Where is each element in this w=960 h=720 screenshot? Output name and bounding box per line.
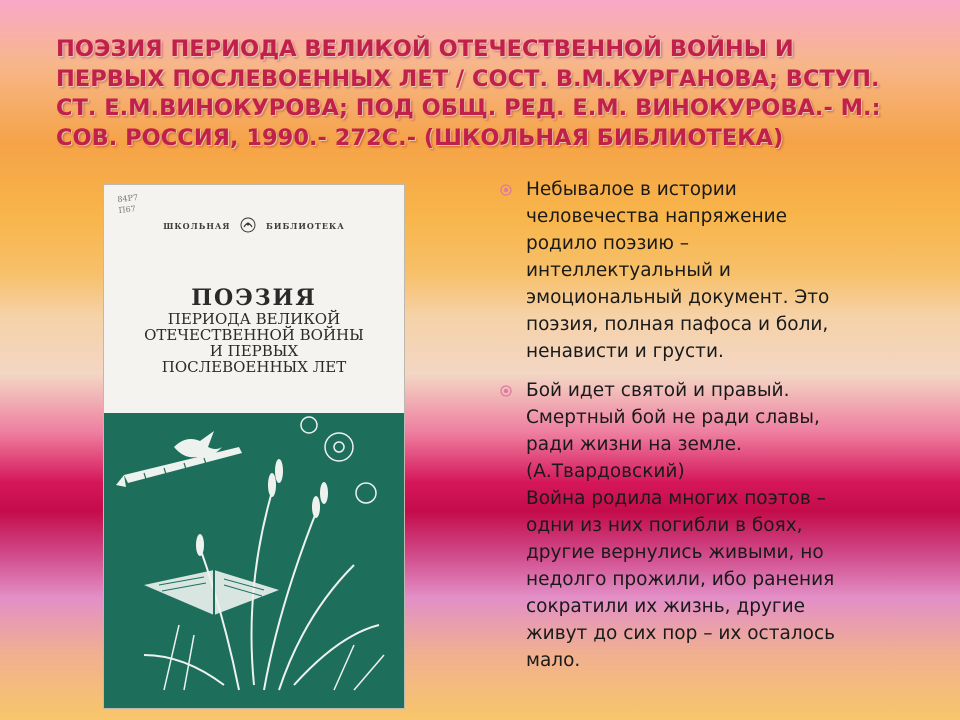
text-line: поэзия, полная пафоса и боли, — [526, 314, 829, 335]
list-item — [496, 176, 916, 365]
list-item — [496, 377, 916, 674]
cover-title-main: ПОЭЗИЯ — [191, 285, 317, 311]
text-line: эмоциональный документ. Это — [526, 287, 830, 308]
title-line: СОВ. РОССИЯ, 1990.- 272С.- (ШКОЛЬНАЯ БИБЛИОТЕКА) — [56, 124, 784, 151]
text-line: интеллектуальный и — [526, 260, 731, 281]
bullet-list — [496, 176, 916, 686]
text-line: Бой идет святой и правый. — [526, 380, 790, 401]
text-line: сократили их жизнь, другие — [526, 596, 806, 617]
text-line: человечества напряжение — [526, 206, 788, 227]
cover-title-line: И ПЕРВЫХ — [209, 342, 299, 360]
text-line: Война родила многих поэтов – — [526, 488, 826, 509]
series-name-left: ШКОЛЬНАЯ — [163, 221, 231, 231]
text-line: живут до сих пор – их осталось — [526, 623, 836, 644]
cover-illustration — [104, 185, 404, 708]
cover-title-line: ПЕРИОДА ВЕЛИКОЙ — [167, 310, 341, 328]
text-line: ненависти и грусти. — [526, 341, 724, 362]
circle-dot-bullet-icon — [500, 184, 512, 196]
text-line: (А.Твардовский) — [526, 461, 685, 482]
series-name-right: БИБЛИОТЕКА — [266, 221, 345, 231]
text-line: мало. — [526, 650, 581, 671]
title-line: СТ. Е.М.ВИНОКУРОВА; ПОД ОБЩ. РЕД. Е.М. ВИНОКУРОВА.- М.: — [56, 95, 881, 121]
cover-title-line: ПОСЛЕВОЕННЫХ ЛЕТ — [161, 358, 347, 376]
title-line: ПЕРВЫХ ПОСЛЕВОЕННЫХ ЛЕТ / СОСТ. В.М.КУРГАНОВА; ВСТУП. — [56, 65, 880, 92]
text-line: другие вернулись живыми, но — [526, 542, 824, 563]
text-line: Смертный бой не ради славы, — [526, 407, 820, 428]
book-cover-image — [104, 185, 404, 708]
cover-title-line: ОТЕЧЕСТВЕННОЙ ВОЙНЫ — [144, 326, 364, 344]
title-line: ПОЭЗИЯ ПЕРИОДА ВЕЛИКОЙ ОТЕЧЕСТВЕННОЙ ВОЙНЫ И — [56, 36, 794, 62]
text-line: одни из них погибли в боях, — [526, 515, 803, 536]
text-line: Небывалое в истории — [526, 179, 737, 200]
shelfmark-line: 84Р7 — [117, 192, 139, 205]
text-line: ради жизни на земле. — [526, 434, 742, 455]
circle-dot-bullet-icon — [500, 385, 512, 397]
text-line: недолго прожили, ибо ранения — [526, 569, 835, 590]
shelfmark-line: П67 — [118, 204, 137, 216]
slide-title — [56, 35, 936, 153]
text-line: родило поэзию – — [526, 233, 690, 254]
